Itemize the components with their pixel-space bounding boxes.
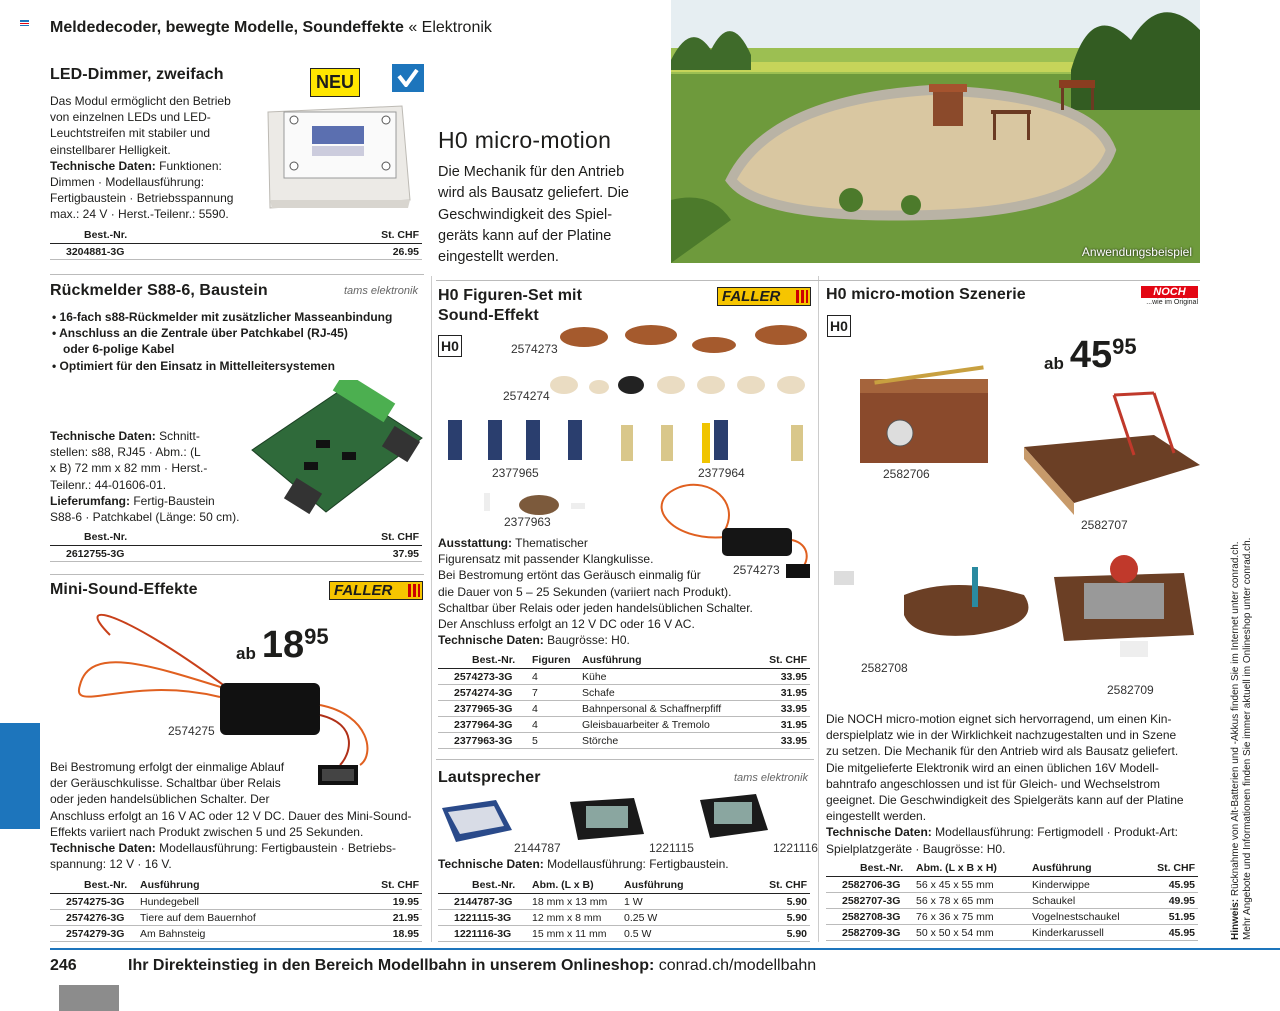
neu-badge xyxy=(310,68,360,97)
szen-title: H0 micro-motion Szenerie xyxy=(826,286,1026,303)
mini-ref: 2574275 xyxy=(168,724,215,738)
rueck-bullets xyxy=(52,309,392,374)
szen-ref-3: 2582708 xyxy=(861,661,908,675)
table-row: 3204881-3G 26.95 xyxy=(50,244,422,260)
scenery-models-photo xyxy=(824,335,1200,700)
laut-title: Lautsprecher xyxy=(438,769,541,786)
table-row: 2582706-3G 56 x 45 x 55 mm Kinderwippe 45.95 xyxy=(826,877,1198,893)
column-divider xyxy=(818,276,819,942)
table-row: 2612755-3G 37.95 xyxy=(50,546,422,562)
led-description: Das Modul ermöglicht den Betrieb von einzelnen LEDs und LED- Leuchtstreifen mit stabiler und einstellbarer Helligkeit. Technische Daten: Funktionen: Dimmen · Modellausführung: Fertigbaustein · Betriebsspannung max.: 24 V · Herst.-Teilenr.: 5590. xyxy=(50,94,234,222)
szen-description: Die NOCH micro-motion eignet sich hervorragend, um einen Kin- derspielplatz wie in der Wirklichkeit nachzugestalten und in Szene zu setzen. Die Mechanik für den Antrieb wird als Bausatz geliefert. Die mitgelieferte Elektronik wird an einen üblichen 16V Modell- bahntrafo angeschlossen und ist für Gleich- und Wechselstrom geeignet. Die Geschwindigkeit des Spielgeräts kann auf der Platine eingestellt werden. Technische Daten: Modellausführung: Fertigmodell · Produkt-Art: Spielplatzgeräte · Baugrösse: H0. xyxy=(826,712,1184,856)
tams-logo: tams elektronik xyxy=(734,772,808,784)
laut-price-table: Best.-Nr. Abm. (L x B) Ausführung St. CHF 2144787-3G 18 mm x 13 mm 1 W 5.90 1221115-3G 12 mm x 8 mm 0.25 W 5.90 1221116-3G 15 mm x 11 mm 0.5 W 5.90 xyxy=(438,876,810,942)
led-price-table: Best.-Nr. St. CHF 3204881-3G 26.95 xyxy=(50,226,422,260)
speakers-photo xyxy=(438,790,814,850)
divider xyxy=(436,280,1200,281)
laut-ref-3: 1221116 xyxy=(773,841,818,855)
rueckmelder-photo xyxy=(246,380,426,528)
mini-price-table: Best.-Nr. Ausführung St. CHF 2574275-3G Hundegebell 19.95 2574276-3G Tiere auf dem Bauernhof 21.95 2574279-3G Am Bahnsteig 18.95 xyxy=(50,876,422,942)
neu-label: NEU xyxy=(315,72,354,92)
page-number: 246 xyxy=(50,957,77,974)
faller-logo: FALLER xyxy=(717,287,811,306)
table-row: 2377963-3G 5 Störche 33.95 xyxy=(438,733,810,749)
led-title: LED-Dimmer, zweifach xyxy=(50,66,224,83)
laut-ref-1: 2144787 xyxy=(514,841,561,855)
faller-logo: FALLER xyxy=(329,581,423,600)
laut-description: Technische Daten: Modellausführung: Fertigbaustein. xyxy=(438,857,729,871)
szen-price-table: Best.-Nr. Abm. (L x B x H) Ausführung St. CHF 2582706-3G 56 x 45 x 55 mm Kinderwippe 45.95 2582707-3G 56 x 78 x 65 mm Schaukel 49.95 2582708-3G 76 x 36 x 75 mm Vogelnestschaukel 51.95 2582709-3G 50 x 50 x 54 mm Kinderkarussell 45.95 xyxy=(826,859,1198,941)
figuren-ref-3: 2377965 xyxy=(492,466,539,480)
h0-badge: H0 xyxy=(438,335,462,357)
tams-logo: tams elektronik xyxy=(344,285,418,297)
szen-ref-1: 2582706 xyxy=(883,467,930,481)
micro-description: Die Mechanik für den Antrieb wird als Bausatz geliefert. Die Geschwindigkeit des Spiel- geräts kann auf der Platine eingestellt werden. xyxy=(438,164,629,266)
noch-label: NOCH xyxy=(1141,286,1198,298)
page-header xyxy=(50,19,492,37)
table-row: 2574279-3G Am Bahnsteig 18.95 xyxy=(50,926,422,942)
table-row: 2574274-3G 7 Schafe 31.95 xyxy=(438,685,810,701)
figuren-ref-2: 2574274 xyxy=(503,389,550,403)
noch-logo xyxy=(1141,286,1198,308)
list-item: • Anschluss an die Zentrale über Patchkabel (RJ-45) xyxy=(52,326,348,341)
list-item: • Optimiert für den Einsatz in Mittelleitersystemen xyxy=(52,358,335,373)
mini-price: ab 18 95 xyxy=(236,624,329,666)
table-row: 2574273-3G 4 Kühe 33.95 xyxy=(438,669,810,685)
photo-caption: Anwendungsbeispiel xyxy=(1081,245,1192,259)
micro-title: H0 micro-motion xyxy=(438,127,612,153)
side-hint: Hinweis: Rücknahme von Alt-Batterien und -Akkus finden Sie im Internet unter conrad.ch. Mehr Angebote und Informationen finden Sie immer aktuell im Onlineshop unter conrad.ch. xyxy=(1230,537,1253,940)
divider xyxy=(50,274,424,275)
table-row: 2144787-3G 18 mm x 13 mm 1 W 5.90 xyxy=(438,894,810,910)
table-row: 2377964-3G 4 Gleisbauarbeiter & Tremolo 31.95 xyxy=(438,717,810,733)
h0-badge: H0 xyxy=(827,315,851,337)
header-section: « Elektronik xyxy=(408,19,492,36)
szen-price: ab 45 95 xyxy=(1044,334,1137,376)
mini-description: Bei Bestromung erfolgt der einmalige Ablauf der Geräuschkulisse. Schaltbar über Relais oder jeden handelsüblichen Schalter. Der Anschluss erfolgt an 16 V AC oder 12 V DC. Dauer des Mini-Sound- Effekts variiert nach Produkt zwischen 5 und 25 Sekunden. Technische Daten: Modellausführung: Fertigbaustein · Betriebs- spannung: 12 V · 16 V. xyxy=(50,760,412,872)
column-divider xyxy=(431,276,432,942)
figuren-ref-5: 2377963 xyxy=(504,515,551,529)
szen-ref-4: 2582709 xyxy=(1107,683,1154,697)
table-row: 2582707-3G 56 x 78 x 65 mm Schaukel 49.95 xyxy=(826,893,1198,909)
table-row: 2574276-3G Tiere auf dem Bauernhof 21.95 xyxy=(50,910,422,926)
list-item: oder 6-polige Kabel xyxy=(63,342,175,357)
figuren-ref-4: 2377964 xyxy=(698,466,745,480)
laut-ref-2: 1221115 xyxy=(649,841,694,855)
noch-sub: ...wie im Original xyxy=(1146,299,1198,306)
figuren-ref-1: 2574273 xyxy=(511,342,558,356)
figuren-ref-6: 2574273 xyxy=(733,563,780,577)
divider xyxy=(50,574,424,575)
footer-tab xyxy=(59,985,119,1011)
flag-marker xyxy=(20,20,29,26)
table-row: 1221116-3G 15 mm x 11 mm 0.5 W 5.90 xyxy=(438,926,810,942)
footer-rule xyxy=(50,948,1280,950)
table-row: 1221115-3G 12 mm x 8 mm 0.25 W 5.90 xyxy=(438,910,810,926)
rueck-description: Technische Daten: Schnitt- stellen: s88, RJ45 · Abm.: (L x B) 72 mm x 82 mm · Herst.- Teilenr.: 44-01606-01. Lieferumfang: Fertig-Baustein S88-6 · Patchkabel (Länge: 50 cm). xyxy=(50,429,240,525)
figuren-title: H0 Figuren-Set mit Sound-Effekt xyxy=(438,287,583,324)
table-row: 2582709-3G 50 x 50 x 54 mm Kinderkarussell 45.95 xyxy=(826,925,1198,941)
header-title: Meldedecoder, bewegte Modelle, Soundeffekte xyxy=(50,19,404,36)
list-item: • 16-fach s88-Rückmelder mit zusätzlicher Masseanbindung xyxy=(52,310,393,324)
footer-link[interactable]: Ihr Direkteinstieg in den Bereich Modellbahn in unserem Onlineshop: conrad.ch/modellbahn xyxy=(128,957,817,974)
checkmark-icon xyxy=(397,69,419,87)
mini-title: Mini-Sound-Effekte xyxy=(50,581,198,598)
playground-photo xyxy=(671,0,1200,263)
section-tab xyxy=(0,723,40,829)
rueck-title: Rückmelder S88-6, Baustein xyxy=(50,282,268,299)
szen-ref-2: 2582707 xyxy=(1081,518,1128,532)
table-row: 2574275-3G Hundegebell 19.95 xyxy=(50,894,422,910)
figuren-description: Ausstattung: Thematischer Figurensatz mit passender Klangkulisse. Bei Bestromung ertönt das Geräusch einmalig für die Dauer von 5 – 25 Sekunden (variiert nach Produkt). Schaltbar über Relais oder jeden handelsüblichen Schalter. Der Anschluss erfolgt an 12 V DC oder 16 V AC. Technische Daten: Baugrösse: H0. xyxy=(438,536,753,648)
led-dimmer-photo xyxy=(260,100,414,212)
figuren-price-table: Best.-Nr. Figuren Ausführung St. CHF 2574273-3G 4 Kühe 33.95 2574274-3G 7 Schafe 31.95 2377965-3G 4 Bahnpersonal & Schaffnerpfiff 33.95 2377964-3G 4 Gleisbauarbeiter & Tremolo 31.95 2377963-3G 5 Störche 33.95 xyxy=(438,651,810,749)
table-row: 2582708-3G 76 x 36 x 75 mm Vogelnestschaukel 51.95 xyxy=(826,909,1198,925)
table-row: 2377965-3G 4 Bahnpersonal & Schaffnerpfiff 33.95 xyxy=(438,701,810,717)
rueck-price-table: Best.-Nr. St. CHF 2612755-3G 37.95 xyxy=(50,528,422,562)
divider xyxy=(436,759,814,760)
viessmann-logo xyxy=(392,64,424,92)
